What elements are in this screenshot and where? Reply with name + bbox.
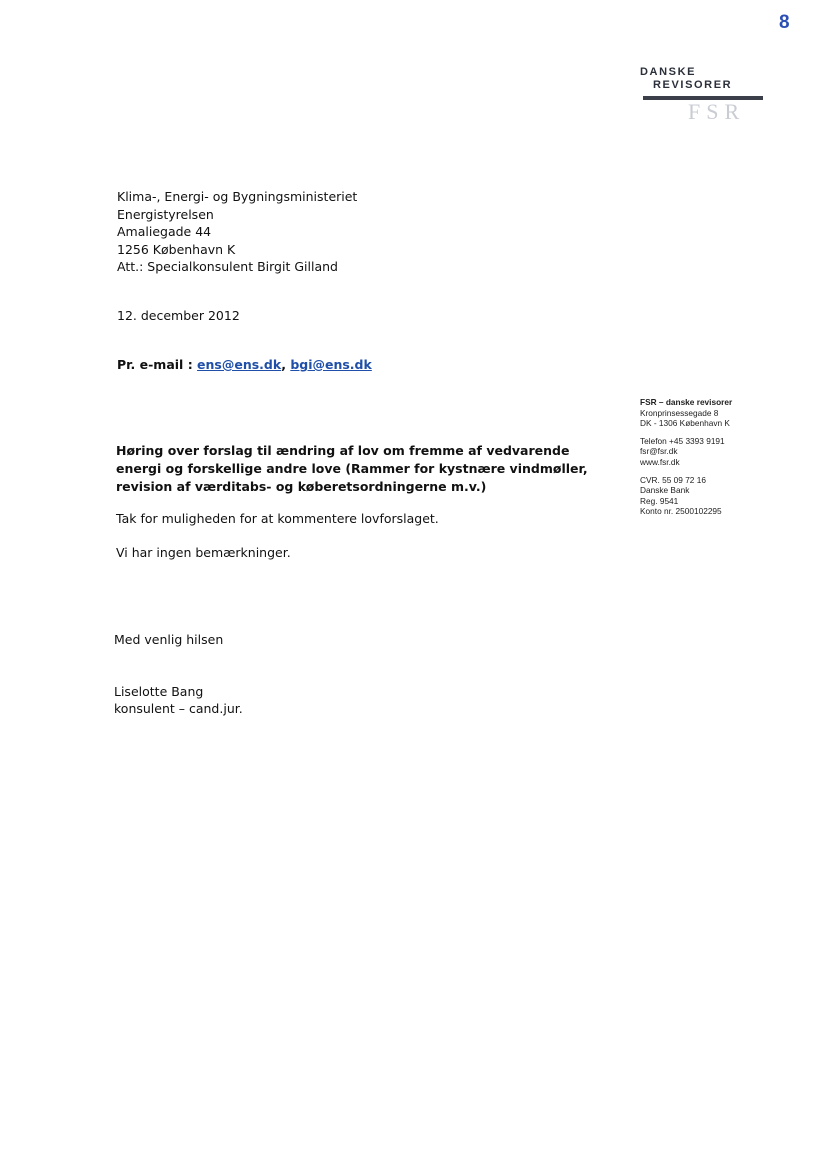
recipient-line: Energistyrelsen [117, 206, 214, 222]
email-link-bgi[interactable]: bgi@ens.dk [290, 357, 372, 372]
recipient-line: Att.: Specialkonsulent Birgit Gilland [117, 259, 338, 275]
letter-date: 12. december 2012 [117, 308, 240, 323]
logo-line2: REVISORER [653, 79, 733, 91]
sender-city: DK - 1306 København K [640, 418, 730, 429]
sender-web: www.fsr.dk [640, 456, 680, 467]
recipient-line: Klima-, Energi- og Bygningsministeriet [117, 189, 358, 204]
email-prefix: Pr. e-mail : [117, 357, 198, 372]
fsr-logo [600, 66, 770, 126]
recipient-address [117, 188, 357, 276]
sender-email: fsr@fsr.dk [640, 446, 678, 457]
recipient-line: 1256 København K [117, 241, 236, 257]
logo-mark: FSR [688, 99, 746, 124]
letter-subject: Høring over forslag til ændring af lov om fremme af vedvarende energi og forskellige andre love (Rammer for kystnære vindmøller, revision af værditabs- og køberetsordningerne m.v.) [116, 443, 588, 494]
sender-street: Kronprinsessegade 8 [640, 407, 719, 418]
sender-bank: Danske Bank [640, 485, 690, 496]
logo-line1: DANSKE [640, 66, 697, 78]
email-separator: , [281, 357, 291, 372]
sender-phone: Telefon +45 3393 9191 [640, 435, 725, 446]
closing: Med venlig hilsen [114, 632, 224, 647]
page-number: 8 [779, 12, 790, 33]
signature-title: konsulent – cand.jur. [114, 701, 243, 716]
sender-cvr: CVR. 55 09 72 16 [640, 474, 706, 485]
sender-info [640, 397, 732, 517]
signature-name: Liselotte Bang [114, 684, 204, 699]
email-link-ens[interactable]: ens@ens.dk [197, 357, 282, 372]
sender-reg: Reg. 9541 [640, 495, 679, 506]
recipient-line: Amaliegade 44 [117, 224, 212, 240]
sender-account: Konto nr. 2500102295 [640, 506, 722, 517]
signature [114, 683, 243, 717]
sender-name: FSR – danske revisorer [640, 397, 733, 407]
body-paragraph-2: Vi har ingen bemærkninger. [116, 545, 291, 560]
email-line [117, 357, 372, 372]
body-paragraph-1: Tak for muligheden for at kommentere lovforslaget. [116, 511, 439, 526]
